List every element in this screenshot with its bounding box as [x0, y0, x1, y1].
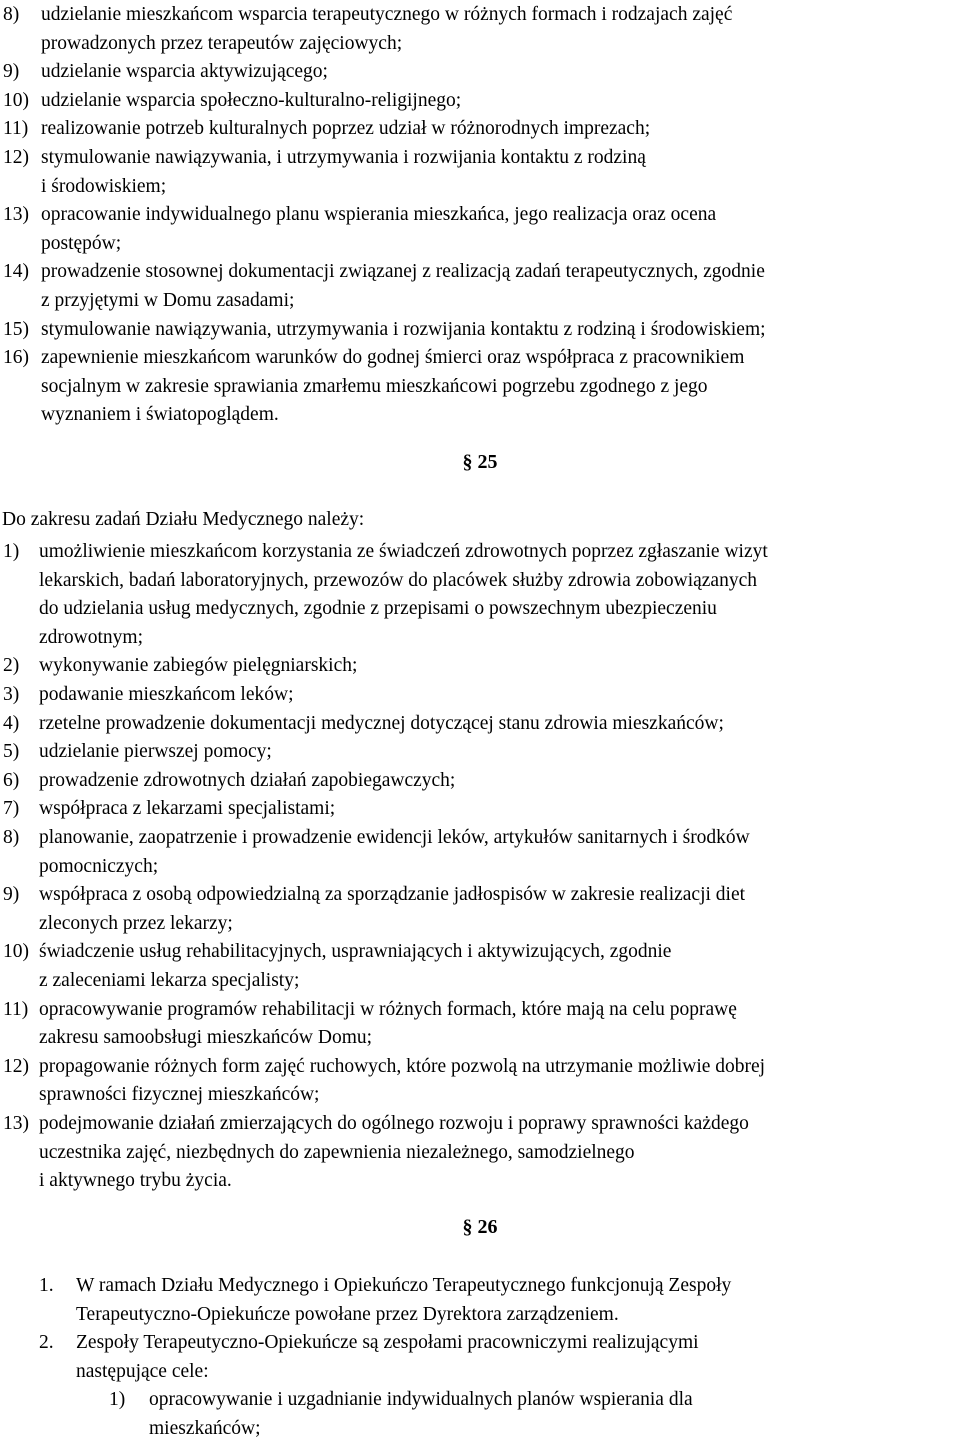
list-item-text: z przyjętymi w Domu zasadami; [41, 289, 295, 311]
list-item-text: współpraca z lekarzami specjalistami; [39, 798, 336, 820]
list-item-text: opracowanie indywidualnego planu wspierania mieszkańca, jego realizacja oraz ocena [41, 204, 717, 226]
list-item-text: z zaleceniami lekarza specjalisty; [39, 969, 300, 991]
list-item-text: współpraca z osobą odpowiedzialną za sporządzanie jadłospisów w zakresie realizacji diet [39, 884, 746, 906]
list-item-number: 1. [39, 1275, 54, 1296]
list-item-number: 4) [3, 712, 20, 734]
list-item-number: 5) [3, 741, 20, 763]
section-intro: Do zakresu zadań Działu Medycznego należy: [2, 509, 365, 530]
list-item-text: świadczenie usług rehabilitacyjnych, usprawniających i aktywizujących, zgodnie [39, 941, 672, 963]
list-item-text: socjalnym w zakresie sprawiania zmarłemu mieszkańcowi pogrzebu zgodnego z jego [41, 375, 708, 397]
list-item-text: następujące cele: [76, 1360, 209, 1382]
list-item-text: wykonywanie zabiegów pielęgniarskich; [39, 655, 358, 677]
list-item-text: stymulowanie nawiązywania, utrzymywania i rozwijania kontaktu z rodziną i środowiskiem; [41, 318, 766, 340]
list-item-text: Zespoły Terapeutyczno-Opiekuńcze są zespołami pracowniczymi realizującymi [76, 1332, 699, 1354]
list-item-text: zapewnienie mieszkańcom warunków do godnej śmierci oraz współpraca z pracownikiem [41, 347, 745, 369]
list-item-text: uczestnika zajęć, niezbędnych do zapewnienia niezależnego, samodzielnego [39, 1141, 635, 1163]
list-item-text: mieszkańców; [149, 1417, 261, 1439]
list-item-number: 1) [3, 541, 20, 562]
list-item-number: 7) [3, 798, 20, 820]
paragraph-heading-26: § 26 [462, 1216, 498, 1238]
list-item-text: pomocniczych; [39, 855, 159, 877]
list-item-number: 12) [3, 147, 29, 168]
list-item-text: do udzielania usług medycznych, zgodnie z przepisami o powszechnym ubezpieczeniu [39, 598, 717, 620]
list-item-text: W ramach Działu Medycznego i Opiekuńczo Terapeutycznego funkcjonują Zespoły [76, 1275, 732, 1296]
list-item-text: realizowanie potrzeb kulturalnych poprzez udział w różnorodnych imprezach; [41, 118, 651, 140]
list-item-number: 11) [3, 998, 29, 1020]
list-item-text: zleconych przez lekarzy; [39, 912, 233, 934]
list-item-text: planowanie, zaopatrzenie i prowadzenie ewidencji leków, artykułów sanitarnych i środków [39, 827, 750, 848]
list-item-text: udzielanie wsparcia aktywizującego; [41, 61, 328, 83]
list-item-text: udzielanie wsparcia społeczno-kulturalno-religijnego; [41, 89, 462, 111]
list-item-text: udzielanie mieszkańcom wsparcia terapeutycznego w różnych formach i rodzajach zajęć [41, 4, 733, 25]
paragraph-heading-25: § 25 [462, 451, 498, 473]
list-item-text: postępów; [41, 232, 122, 254]
list-item-text: i aktywnego trybu życia. [39, 1170, 232, 1192]
list-item-number: 10) [3, 89, 29, 111]
list-item-number: 2. [39, 1332, 54, 1354]
list-item-text: propagowanie różnych form zajęć ruchowych, które pozwolą na utrzymanie możliwie dobrej [39, 1055, 766, 1077]
list-item-number: 8) [3, 4, 20, 25]
list-item-number: 14) [3, 261, 29, 283]
list-item-text: podejmowanie działań zmierzających do ogólnego rozwoju i poprawy sprawności każdego [39, 1113, 749, 1134]
list-item-text: i środowiskiem; [41, 175, 167, 197]
list-item-text: rzetelne prowadzenie dokumentacji medycznej dotyczącej stanu zdrowia mieszkańców; [39, 712, 724, 734]
list-item-number: 12) [3, 1055, 29, 1077]
list-item-text: opracowywanie programów rehabilitacji w różnych formach, które mają na celu poprawę [39, 998, 737, 1020]
list-item-number: 13) [3, 1113, 29, 1134]
list-item-number: 8) [3, 827, 20, 848]
list-item-text: prowadzenie zdrowotnych działań zapobiegawczych; [39, 769, 456, 791]
list-item-text: umożliwienie mieszkańcom korzystania ze świadczeń zdrowotnych poprzez zgłaszanie wizyt [39, 541, 768, 562]
list-item-text: zakresu samoobsługi mieszkańców Domu; [39, 1027, 373, 1049]
list-item-number: 2) [3, 655, 20, 677]
list-item-number: 11) [3, 118, 29, 140]
list-item-text: prowadzonych przez terapeutów zajęciowych; [41, 32, 403, 54]
list-item-number: 3) [3, 684, 20, 705]
list-item-number: 9) [3, 884, 20, 906]
list-item-number: 10) [3, 941, 29, 963]
list-item-text: zdrowotnym; [39, 626, 143, 648]
list-item-text: Terapeutyczno-Opiekuńcze powołane przez Dyrektora zarządzeniem. [76, 1303, 619, 1325]
list-item-number: 1) [109, 1389, 126, 1410]
list-item-text: podawanie mieszkańcom leków; [39, 684, 294, 705]
list-item-number: 15) [3, 318, 29, 340]
list-item-number: 13) [3, 204, 29, 226]
list-item-text: wyznaniem i światopoglądem. [41, 404, 279, 426]
list-item-text: opracowywanie i uzgadnianie indywidualnych planów wspierania dla [149, 1389, 693, 1410]
list-item-text: udzielanie pierwszej pomocy; [39, 741, 272, 763]
list-item-text: sprawności fizycznej mieszkańców; [39, 1084, 320, 1106]
list-item-number: 9) [3, 61, 20, 83]
list-item-text: prowadzenie stosownej dokumentacji związanej z realizacją zadań terapeutycznych, zgodnie [41, 261, 765, 283]
list-item-number: 6) [3, 769, 20, 791]
list-item-text: stymulowanie nawiązywania, i utrzymywania i rozwijania kontaktu z rodziną [41, 147, 646, 168]
list-item-text: lekarskich, badań laboratoryjnych, przewozów do placówek służby zdrowia zobowiązanych [39, 569, 757, 591]
list-item-number: 16) [3, 347, 29, 369]
